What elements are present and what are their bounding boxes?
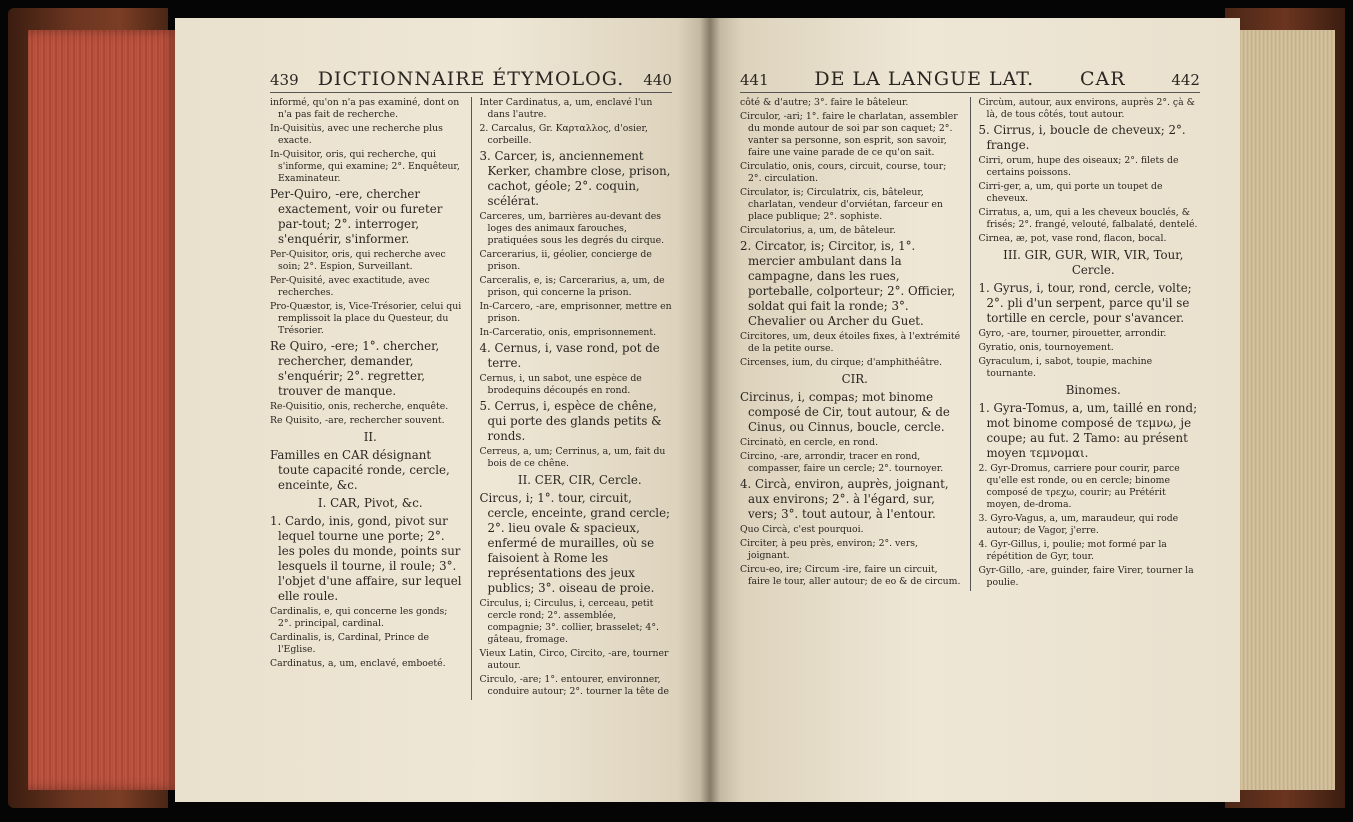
dictionary-entry: In-Quisitùs, avec une recherche plus exacte. [270, 123, 443, 146]
dictionary-entry: côté & d'autre; 3°. faire le bâteleur. [740, 97, 909, 108]
dictionary-entry: 2. Circator, is; Circitor, is, 1°. mercier ambulant dans la campagne, dans les rues, porteballe, colporteur; 2°. Officier, soldat qui fait la ronde; 3°. Chevalier ou Archer du Guet. [740, 239, 956, 328]
dictionary-entry: Per-Quisitor, oris, qui recherche avec soin; 2°. Espion, Surveillant. [270, 249, 446, 272]
left-page-header [270, 68, 672, 93]
right-page-number: 441 [740, 71, 769, 89]
dictionary-entry: Re-Quisitio, onis, recherche, enquête. [270, 401, 449, 412]
dictionary-entry: Gyr-Gillo, -are, guinder, faire Virer, tourner la poulie. [978, 565, 1194, 588]
dictionary-entry: 5. Cerrus, i, espèce de chêne, qui porte des glands petits & ronds. [479, 399, 662, 443]
dictionary-entry: In-Carcero, -are, emprisonner, mettre en prison. [479, 301, 672, 324]
dictionary-entry: Cirnea, æ, pot, vase rond, flacon, bocal. [978, 233, 1167, 244]
dictionary-entry: Carcerarius, ii, géolier, concierge de prison. [479, 249, 652, 272]
dictionary-entry: 1. Gyra-Tomus, a, um, taillé en rond; mot binome composé de τεμνω, je coupe; au fut. 2 Tamo: au présent moyen τεμνομαι. [978, 401, 1198, 460]
dictionary-entry: 4. Circà, environ, auprès, joignant, aux environs; 2°. à l'égard, sur, vers; 3°. tout autour, à l'entour. [740, 477, 949, 521]
right-page-header [740, 68, 1200, 93]
section-heading: Binomes. [1065, 383, 1121, 397]
section-heading: I. CAR, Pivot, &c. [317, 496, 423, 510]
dictionary-entry: Cardinalis, is, Cardinal, Prince de l'Eglise. [270, 632, 430, 655]
dictionary-entry: In-Carceratio, onis, emprisonnement. [479, 327, 657, 338]
dictionary-entry: Quo Circà, c'est pourquoi. [740, 524, 864, 535]
right-column-2 [971, 97, 1201, 591]
dictionary-entry: Per-Quiro, -ere, chercher exactement, voir ou fureter par-tout; 2°. interroger, s'enquérir, s'informer. [270, 187, 443, 246]
dictionary-entry: 4. Gyr-Gillus, i, poulie; mot formé par la répétition de Gyr, tour. [978, 539, 1167, 562]
book-gutter [700, 18, 720, 802]
section-heading: CIR. [841, 372, 868, 386]
dictionary-entry: Cirratus, a, um, qui a les cheveux bouclés, & frisés; 2°. frangé, velouté, falbalaté, dentelé. [978, 207, 1198, 230]
section-heading: II. CER, CIR, Cercle. [517, 473, 642, 487]
left-page [175, 18, 710, 802]
dictionary-entry: Carceralis, e, is; Carcerarius, a, um, de prison, qui concerne la prison. [479, 275, 665, 298]
dictionary-entry: Re Quisito, -are, rechercher souvent. [270, 415, 445, 426]
dictionary-entry: 3. Gyro-Vagus, a, um, maraudeur, qui rode autour; de Vagor, j'erre. [978, 513, 1179, 536]
dictionary-entry: 1. Cardo, inis, gond, pivot sur lequel tourne une porte; 2°. les poles du monde, points sur lesquels il tourne, il roule; 3°. l'objet d'une affaire, sur lequel elle roule. [270, 514, 462, 603]
right-column-1 [740, 97, 971, 591]
dictionary-entry: Circitores, um, deux étoiles fixes, à l'extrémité de la petite ourse. [740, 331, 961, 354]
dictionary-entry: Circulatio, onis, cours, circuit, course, tour; 2°. circulation. [740, 161, 947, 184]
dictionary-entry: 5. Cirrus, i, boucle de cheveux; 2°. frange. [978, 123, 1186, 152]
dictionary-entry: Re Quiro, -ere; 1°. chercher, rechercher, demander, s'enquérir; 2°. regretter, trouver de manque. [270, 339, 440, 398]
dictionary-entry: Inter Cardinatus, a, um, enclavé l'un dans l'autre. [479, 97, 653, 120]
dictionary-entry: Cirri-ger, a, um, qui porte un toupet de cheveux. [978, 181, 1163, 204]
dictionary-entry: Cerreus, a, um; Cerrinus, a, um, fait du bois de ce chêne. [479, 446, 666, 469]
dictionary-entry: Circinus, i, compas; mot binome composé de Cir, tout autour, & de Cinus, ou Cinnus, boucle, cercle. [740, 390, 950, 434]
dictionary-entry: Per-Quisité, avec exactitude, avec recherches. [270, 275, 430, 298]
dictionary-entry: Cardinalis, e, qui concerne les gonds; 2°. principal, cardinal. [270, 606, 448, 629]
dictionary-entry: Vieux Latin, Circo, Circito, -are, tourner autour. [479, 648, 669, 671]
dictionary-entry: Circinatò, en cercle, en rond. [740, 437, 879, 448]
page-edges-right [1240, 30, 1335, 790]
left-page-number-alt: 440 [643, 71, 672, 89]
dictionary-entry: Gyro, -are, tourner, pirouetter, arrondir. [978, 328, 1167, 339]
dictionary-entry: Circulo, -are; 1°. entourer, environner, conduire autour; 2°. tourner la tête de [479, 674, 669, 697]
dictionary-entry: Familles en CAR désignant toute capacité ronde, cercle, enceinte, &c. [270, 448, 450, 492]
right-running-title: DE LA LANGUE LAT. [814, 68, 1035, 90]
dictionary-entry: Pro-Quæstor, is, Vice-Trésorier, celui qui remplissoit la place du Questeur, du Trésorier. [270, 301, 462, 336]
dictionary-entry: informé, qu'on n'a pas examiné, dont on n'a pas fait de recherche. [270, 97, 460, 120]
right-page-number-2: 442 [1171, 71, 1200, 89]
dictionary-entry: Circulator, is; Circulatrix, cis, bâteleur, charlatan, vendeur d'orviétan, farceur en place publique; 2°. sophiste. [740, 187, 943, 222]
dictionary-entry: 3. Carcer, is, anciennement Kerker, chambre close, prison, cachot, géole; 2°. coquin, scélérat. [479, 149, 671, 208]
section-heading: III. GIR, GUR, WIR, VIR, Tour, Cercle. [1003, 248, 1184, 277]
dictionary-entry: 2. Carcalus, Gr. Καρταλλος, d'osier, corbeille. [479, 123, 648, 146]
page-edges-left [28, 30, 178, 790]
dictionary-entry: Circulatorius, a, um, de bâteleur. [740, 225, 896, 236]
dictionary-entry: Circino, -are, arrondir, tracer en rond, compasser, faire un cercle; 2°. tournoyer. [740, 451, 944, 474]
section-heading: II. [363, 430, 377, 444]
dictionary-entry: Gyraculum, i, sabot, toupie, machine tournante. [978, 356, 1153, 379]
dictionary-entry: Cernus, i, un sabot, une espèce de brodequins découpés en rond. [479, 373, 642, 396]
dictionary-entry: Circu-eo, ire; Circum -ire, faire un circuit, faire le tour, aller autour; de eo & de circum. [740, 564, 961, 587]
right-page [710, 18, 1240, 802]
dictionary-entry: 4. Cernus, i, vase rond, pot de terre. [479, 341, 660, 370]
dictionary-entry: Circus, i; 1°. tour, circuit, cercle, enceinte, grand cercle; 2°. lieu ovale & spacieux, enfermé de murailles, où se faisoient à Rome les représentations des jeux publics; 3°. oiseau de proie. [479, 491, 671, 595]
right-guide-word: CAR [1079, 68, 1126, 90]
dictionary-entry: Circenses, ium, du cirque; d'amphithéâtre. [740, 357, 943, 368]
dictionary-entry: Circùm, autour, aux environs, auprès 2°. çà & là, de tous côtés, tout autour. [978, 97, 1195, 120]
dictionary-entry: Circiter, à peu près, environ; 2°. vers, joignant. [740, 538, 918, 561]
left-page-number: 439 [270, 71, 299, 89]
dictionary-entry: In-Quisitor, oris, qui recherche, qui s'informe, qui examine; 2°. Enquêteur, Examinateur. [270, 149, 460, 184]
dictionary-entry: 1. Gyrus, i, tour, rond, cercle, volte; 2°. pli d'un serpent, parce qu'il se tortille en cercle, pour s'avancer. [978, 281, 1192, 325]
dictionary-entry: Circulor, -ari; 1°. faire le charlatan, assembler du monde autour de soi par son caquet; 2°. vanter sa personne, son esprit, son savoir, faire une vaine parade de ce qu'on sait. [740, 111, 958, 158]
dictionary-entry: Carceres, um, barrières au-devant des loges des animaux farouches, pratiquées sous les degrés du cirque. [479, 211, 665, 246]
left-running-title: DICTIONNAIRE ÉTYMOLOG. [317, 68, 625, 90]
dictionary-entry: 2. Gyr-Dromus, carriere pour courir, parce qu'elle est ronde, ou en cercle; binome composé de τρεχω, courir; au Prétérit moyen, de-droma. [978, 463, 1180, 510]
dictionary-entry: Cirri, orum, hupe des oiseaux; 2°. filets de certains poissons. [978, 155, 1179, 178]
dictionary-entry: Circulus, i; Circulus, i, cerceau, petit cercle rond; 2°. assemblée, compagnie; 3°. collier, brasselet; 4°. gâteau, fromage. [479, 598, 659, 645]
left-column-2 [472, 97, 673, 700]
left-column-1 [270, 97, 472, 700]
dictionary-entry: Cardinatus, a, um, enclavé, emboeté. [270, 658, 446, 669]
dictionary-entry: Gyratio, onis, tournoyement. [978, 342, 1114, 353]
